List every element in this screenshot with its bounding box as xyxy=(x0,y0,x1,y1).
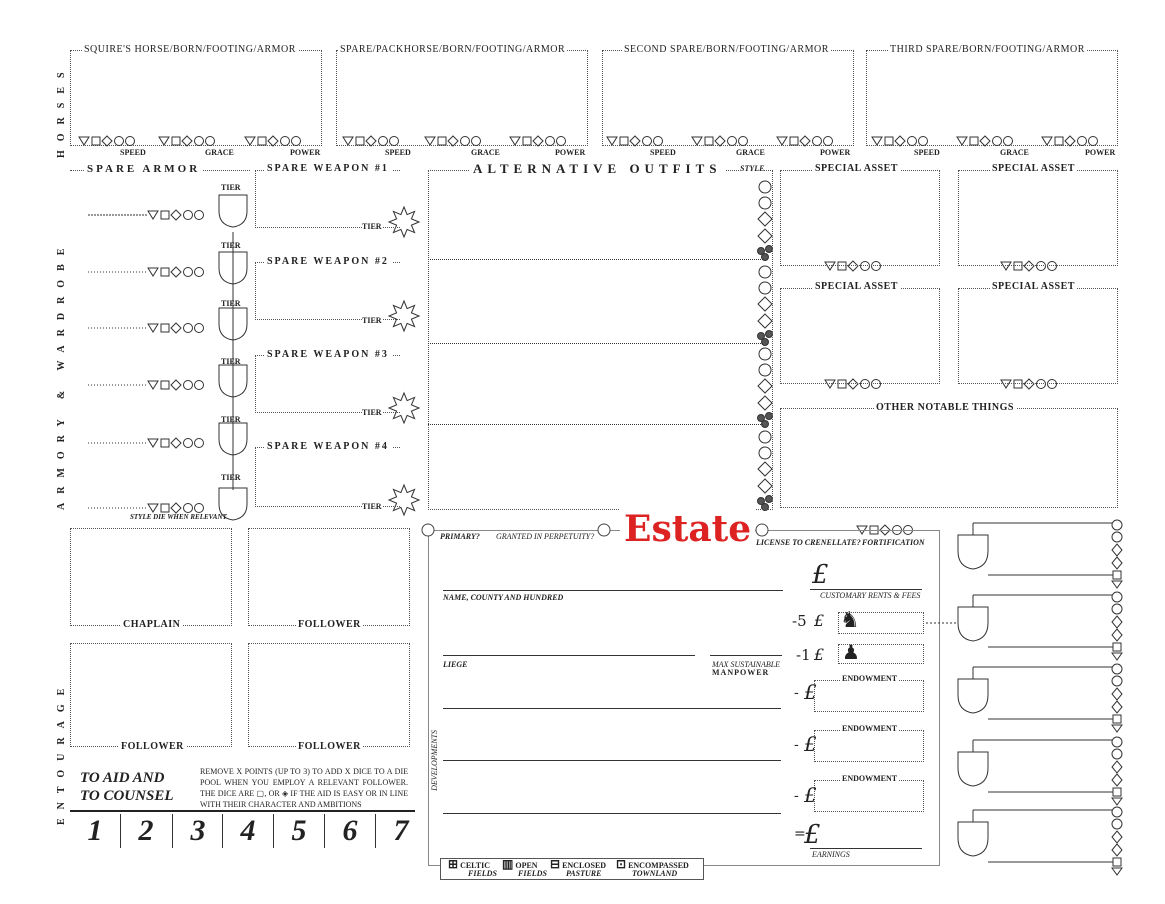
outfits-title: ALTERNATIVE OUTFITS xyxy=(470,161,725,177)
minus1-value: -1 xyxy=(796,646,811,664)
ladder-diamond-icon[interactable] xyxy=(1112,701,1122,713)
horse-stat-label: SPEED xyxy=(120,148,146,157)
estate-manpower-2: MANPOWER xyxy=(712,668,770,677)
ladder-circle-icon[interactable] xyxy=(1112,520,1122,530)
field-open-a: OPEN xyxy=(515,861,538,870)
earnings-pound: £ xyxy=(804,820,821,850)
horse-stat-label: GRACE xyxy=(1000,148,1029,157)
field-enclosed-a: ENCLOSED xyxy=(562,861,607,870)
asset-label: SPECIAL ASSET xyxy=(815,163,898,174)
endowment-label: ENDOWMENT xyxy=(842,724,898,733)
endowment-minus: - xyxy=(794,685,799,701)
ladder-circle-icon[interactable] xyxy=(1112,532,1122,542)
armor-tier-label: TIER xyxy=(221,473,241,482)
asset-label: SPECIAL ASSET xyxy=(992,281,1075,292)
horse-stat-label: GRACE xyxy=(471,148,500,157)
horse-label: SQUIRE'S HORSE/BORN/FOOTING/ARMOR xyxy=(84,44,296,55)
customary-pound: £ xyxy=(812,560,829,590)
ladder-circle-icon[interactable] xyxy=(1112,664,1122,674)
estate-liege-label: LIEGE xyxy=(443,660,468,669)
ladder-square-icon[interactable] xyxy=(1113,788,1121,796)
ladder-triangle-icon[interactable] xyxy=(1112,581,1122,588)
ladder-triangle-icon[interactable] xyxy=(1112,725,1122,732)
ladder-square-icon[interactable] xyxy=(1113,858,1121,866)
outfits-style-label: STYLE xyxy=(740,164,765,173)
ladder-diamond-icon[interactable] xyxy=(1112,688,1122,700)
weapon-label: SPARE WEAPON #2 xyxy=(264,256,392,267)
ladder-square-icon[interactable] xyxy=(1113,715,1121,723)
aid-number[interactable]: 4 xyxy=(222,814,273,848)
weapon-label: SPARE WEAPON #4 xyxy=(264,441,392,452)
weapon-label: SPARE WEAPON #3 xyxy=(264,349,392,360)
customary-rents-label: CUSTOMARY RENTS & FEES xyxy=(820,591,921,600)
field-encompassed-a: ENCOMPASSED xyxy=(628,861,689,870)
field-encompassed-b: TOWNLAND xyxy=(632,869,678,878)
fortification-shield-icon[interactable] xyxy=(958,607,988,641)
armor-tier-label: TIER xyxy=(221,241,241,250)
estate-primary: PRIMARY? xyxy=(440,532,480,541)
aid-number[interactable]: 7 xyxy=(375,814,426,848)
endowment-minus: - xyxy=(794,737,799,753)
aid-title-1: TO AID AND xyxy=(80,770,165,786)
ladder-diamond-icon[interactable] xyxy=(1112,544,1122,556)
fortification-shield-icon[interactable] xyxy=(958,679,988,713)
aid-number[interactable]: 1 xyxy=(87,814,103,847)
horse-stat-label: POWER xyxy=(555,148,586,157)
armor-tier-label: TIER xyxy=(221,299,241,308)
asset-label: SPECIAL ASSET xyxy=(992,163,1075,174)
field-enclosed-icon: ⊟ xyxy=(550,857,561,871)
knight-icon: ♞ xyxy=(840,608,860,633)
field-celtic-icon: ⊞ xyxy=(448,857,459,871)
horse-label: SECOND SPARE/BORN/FOOTING/ARMOR xyxy=(624,44,829,55)
field-celtic-a: CELTIC xyxy=(460,861,491,870)
ladder-circle-icon[interactable] xyxy=(1112,807,1122,817)
field-enclosed-b: PASTURE xyxy=(566,869,602,878)
estate-manpower-1: MAX SUSTAINABLE xyxy=(712,660,781,669)
ladder-diamond-icon[interactable] xyxy=(1112,844,1122,856)
entourage-label: FOLLOWER xyxy=(121,741,184,752)
estate-name-label: NAME, COUNTY AND HUNDRED xyxy=(443,593,564,602)
weapon-label: SPARE WEAPON #1 xyxy=(264,163,392,174)
horse-stat-label: POWER xyxy=(820,148,851,157)
entourage-label: FOLLOWER xyxy=(298,741,361,752)
spare-armor-title: SPARE ARMOR xyxy=(84,163,203,175)
aid-number[interactable]: 2 xyxy=(120,814,171,848)
weapon-tier-label: TIER xyxy=(362,408,382,417)
ladder-triangle-icon[interactable] xyxy=(1112,653,1122,660)
field-open-icon: ▥ xyxy=(502,857,514,871)
earnings-equals: = xyxy=(794,826,806,842)
endowment-minus: - xyxy=(794,788,799,804)
endowment-pound: £ xyxy=(804,783,817,807)
ladder-circle-icon[interactable] xyxy=(1112,592,1122,602)
armor-tier-label: TIER xyxy=(221,357,241,366)
ladder-triangle-icon[interactable] xyxy=(1112,868,1122,875)
estate-fortification: FORTIFICATION xyxy=(862,538,925,547)
estate-developments: DEVELOPMENTS xyxy=(430,730,439,791)
estate-granted: GRANTED IN PERPETUITY? xyxy=(496,532,595,541)
aid-rules-text: REMOVE X POINTS (UP TO 3) TO ADD X DICE TO A DIE POOL WHEN YOU EMPLOY A RELEVANT FOLLOWER. THE DICE ARE ▢, OR ◈ IF THE AID IS EASY OR IN LINE WITH THEIR CHARACTER AND AMBITIONS xyxy=(200,767,408,809)
other-notable-label: OTHER NOTABLE THINGS xyxy=(876,402,1014,413)
aid-title-2: TO COUNSEL xyxy=(80,788,174,804)
aid-number[interactable]: 3 xyxy=(172,814,223,848)
field-open-b: FIELDS xyxy=(518,869,547,878)
field-celtic-b: FIELDS xyxy=(468,869,497,878)
ladder-circle-icon[interactable] xyxy=(1112,749,1122,759)
entourage-label: FOLLOWER xyxy=(298,619,361,630)
ladder-square-icon[interactable] xyxy=(1113,643,1121,651)
ladder-circle-icon[interactable] xyxy=(1112,737,1122,747)
ladder-diamond-icon[interactable] xyxy=(1112,557,1122,569)
fortification-shield-icon[interactable] xyxy=(958,752,988,786)
endowment-pound: £ xyxy=(804,732,817,756)
weapon-tier-label: TIER xyxy=(362,502,382,511)
weapon-tier-label: TIER xyxy=(362,222,382,231)
weapon-tier-label: TIER xyxy=(362,316,382,325)
horse-stat-label: GRACE xyxy=(205,148,234,157)
ladder-diamond-icon[interactable] xyxy=(1112,616,1122,628)
ladder-diamond-icon[interactable] xyxy=(1112,629,1122,641)
minus5-pound: £ xyxy=(814,611,825,630)
asset-label: SPECIAL ASSET xyxy=(815,281,898,292)
minus5-value: -5 xyxy=(792,612,807,630)
aid-number[interactable]: 5 xyxy=(273,814,324,848)
section-label-horses: HORSES xyxy=(56,63,67,158)
section-label-armory: ARMORY & WARDROBE xyxy=(56,239,67,510)
horse-stat-label: SPEED xyxy=(914,148,940,157)
entourage-label: CHAPLAIN xyxy=(123,619,181,630)
pawn-icon: ♟ xyxy=(842,640,860,664)
fortification-shield-icon[interactable] xyxy=(958,535,988,569)
horse-stat-label: POWER xyxy=(1085,148,1116,157)
horse-label: THIRD SPARE/BORN/FOOTING/ARMOR xyxy=(890,44,1085,55)
ladder-diamond-icon[interactable] xyxy=(1112,761,1122,773)
section-label-entourage: ENTOURAGE xyxy=(56,679,67,825)
horse-label: SPARE/PACKHORSE/BORN/FOOTING/ARMOR xyxy=(340,44,566,55)
endowment-label: ENDOWMENT xyxy=(842,674,898,683)
horse-stat-label: POWER xyxy=(290,148,321,157)
earnings-label: EARNINGS xyxy=(812,850,850,859)
ladder-circle-icon[interactable] xyxy=(1112,604,1122,614)
horse-stat-label: GRACE xyxy=(736,148,765,157)
field-encompassed-icon: ⊡ xyxy=(616,857,627,871)
armor-tier-label: TIER xyxy=(221,183,241,192)
endowment-label: ENDOWMENT xyxy=(842,774,898,783)
estate-license: LICENSE TO CRENELLATE? xyxy=(756,538,861,547)
ladder-square-icon[interactable] xyxy=(1113,571,1121,579)
ladder-diamond-icon[interactable] xyxy=(1112,774,1122,786)
ladder-circle-icon[interactable] xyxy=(1112,676,1122,686)
horse-stat-label: SPEED xyxy=(650,148,676,157)
estate-title: Estate xyxy=(620,508,755,550)
style-die-note: STYLE DIE WHEN RELEVANT xyxy=(130,513,227,521)
minus1-pound: £ xyxy=(814,645,825,664)
ladder-diamond-icon[interactable] xyxy=(1112,831,1122,843)
ladder-circle-icon[interactable] xyxy=(1112,819,1122,829)
ladder-triangle-icon[interactable] xyxy=(1112,798,1122,805)
fortification-shield-icon[interactable] xyxy=(958,822,988,856)
aid-number[interactable]: 6 xyxy=(324,814,375,848)
armor-tier-label: TIER xyxy=(221,415,241,424)
endowment-pound: £ xyxy=(804,680,817,704)
horse-stat-label: SPEED xyxy=(385,148,411,157)
